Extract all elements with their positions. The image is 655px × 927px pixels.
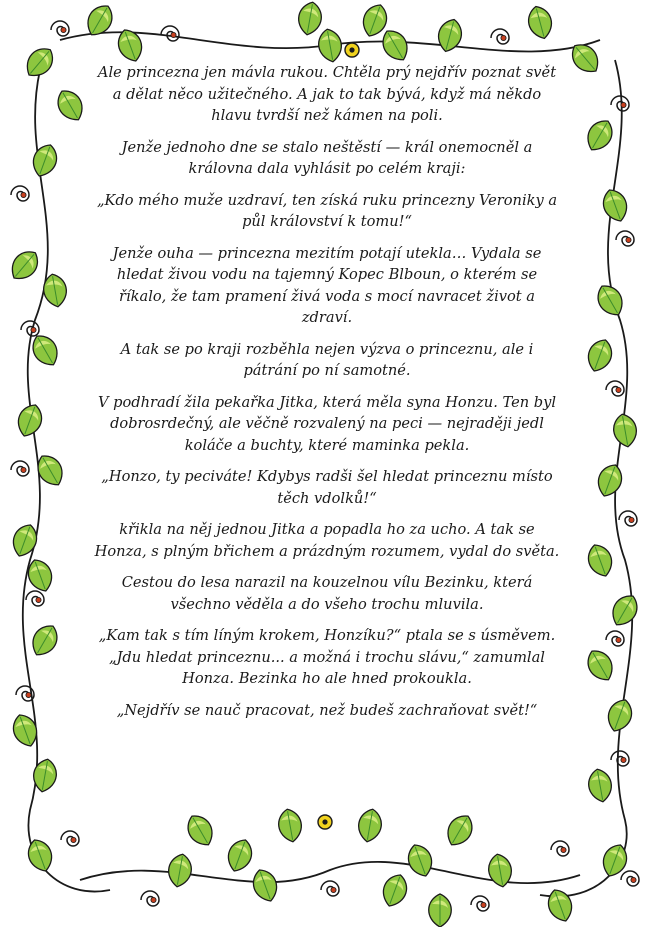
leaf (296, 0, 324, 36)
paragraph-5: A tak se po kraji rozběhla nejen výzva o princeznu, ale i pátrání po ní samotné. (120, 340, 534, 379)
leaf (379, 871, 411, 910)
berry (331, 887, 336, 892)
leaf (486, 852, 514, 888)
berry (36, 597, 41, 602)
leaf (249, 866, 281, 905)
berry (481, 902, 486, 907)
tendril-spiral (161, 26, 179, 41)
leaf (9, 521, 41, 560)
leaf (594, 461, 626, 500)
berry (21, 192, 26, 197)
tendril-spiral (606, 381, 624, 396)
tendril-spiral (491, 29, 509, 44)
leaf (525, 4, 555, 42)
tendril-spiral (606, 631, 624, 646)
paragraph-8: křikla na něj jednou Jitka a popadla ho za ucho. A tak se Honza, s plným břichem a prázdným rozumem, vydal do světa. (94, 521, 560, 560)
paragraph-1: Ale princezna jen mávla rukou. Chtěla prý nejdřív poznat svět a dělat něco užitečného. A jak to tak bývá, když má někdo hlavu tvrdší než kámen na poli. (97, 64, 557, 124)
tendril-spiral (321, 881, 339, 896)
tendril-spiral (619, 511, 637, 526)
berry (561, 847, 566, 852)
berry (31, 327, 36, 332)
tendril-spiral (621, 871, 639, 886)
leaf (429, 894, 452, 927)
berry (61, 27, 66, 32)
paragraph-4: Jenže ouha — princezna mezitím potají utekla… Vydala se hledat živou vodu na tajemný Kopec Blboun, o kterém se říkalo, že tam pramení živá voda s mocí navracet život a zdraví. (112, 244, 542, 326)
leaf (582, 646, 618, 686)
leaf (544, 886, 576, 925)
tendril-spiral (616, 231, 634, 246)
paragraph-2: Jenže jednoho dne se stalo neštěstí — král onemocněl a královna dala vyhlásit po celém kraji: (121, 138, 533, 177)
tendril-spiral (21, 321, 39, 336)
leaf (377, 26, 413, 66)
leaf (5, 246, 43, 286)
tendril-spiral (551, 841, 569, 856)
leaf (404, 841, 436, 880)
berry (616, 637, 621, 642)
berry (621, 102, 626, 107)
leaf (599, 841, 631, 880)
tendril-spiral (611, 96, 629, 111)
tendril-spiral (611, 751, 629, 766)
berry (631, 877, 636, 882)
berry (171, 32, 176, 37)
leaf (27, 621, 63, 661)
leaf (592, 281, 628, 321)
berry (626, 237, 631, 242)
paragraph-7: „Honzo, ty peciváte! Kdybys radši šel hledat princeznu místo těch vdolků!“ (101, 468, 553, 507)
paragraph-11: „Nejdřív se nauč pracovat, než budeš zachraňovat svět!“ (116, 701, 538, 719)
leaf (24, 836, 56, 875)
berry (21, 467, 26, 472)
leaf (604, 696, 636, 735)
berry (71, 837, 76, 842)
paragraph-3: „Kdo mého muže uzdraví, ten získá ruku princezny Veroniky a půl království k tomu!“ (96, 191, 558, 230)
leaf (52, 86, 88, 126)
leaf (14, 401, 46, 440)
leaf (29, 141, 61, 180)
leaf (582, 116, 618, 156)
berry (616, 387, 621, 392)
leaf (316, 27, 344, 63)
ornament-pupil (349, 47, 354, 52)
tendril-spiral (26, 591, 44, 606)
berry (501, 35, 506, 40)
leaf (166, 852, 194, 888)
leaf (224, 836, 256, 875)
berry (621, 757, 626, 762)
leaf (599, 186, 631, 225)
story-text (92, 62, 562, 822)
tendril-spiral (11, 186, 29, 201)
berry (629, 517, 634, 522)
leaf (584, 541, 616, 580)
leaf (586, 767, 614, 803)
berry (151, 897, 156, 902)
tendril-spiral (471, 896, 489, 911)
paragraph-10: „Kam tak s tím líným krokem, Honzíku?“ ptala se s úsměvem. „Jdu hledat princeznu... a možná i trochu slávu,“ zamumlal Honza. Bezinka ho ale hned prokoukla. (98, 627, 556, 687)
leaf (20, 43, 58, 83)
leaf (435, 17, 465, 55)
tendril-spiral (51, 21, 69, 36)
tendril-spiral (61, 831, 79, 846)
tendril-spiral (11, 461, 29, 476)
tendril-spiral (141, 891, 159, 906)
leaf (607, 591, 643, 631)
berry (26, 692, 31, 697)
leaf (611, 412, 639, 448)
leaf (584, 336, 616, 375)
paragraph-9: Cestou do lesa narazil na kouzelnou vílu Bezinku, která všechno věděla a do všeho trochu mluvila. (121, 574, 533, 613)
paragraph-6: V podhradí žila pekařka Jitka, která měla syna Honzu. Ten byl dobrosrdečný, ale věčně rozvalený na peci — nejraději jedl koláče a buchty, které maminka pekla. (97, 393, 557, 454)
